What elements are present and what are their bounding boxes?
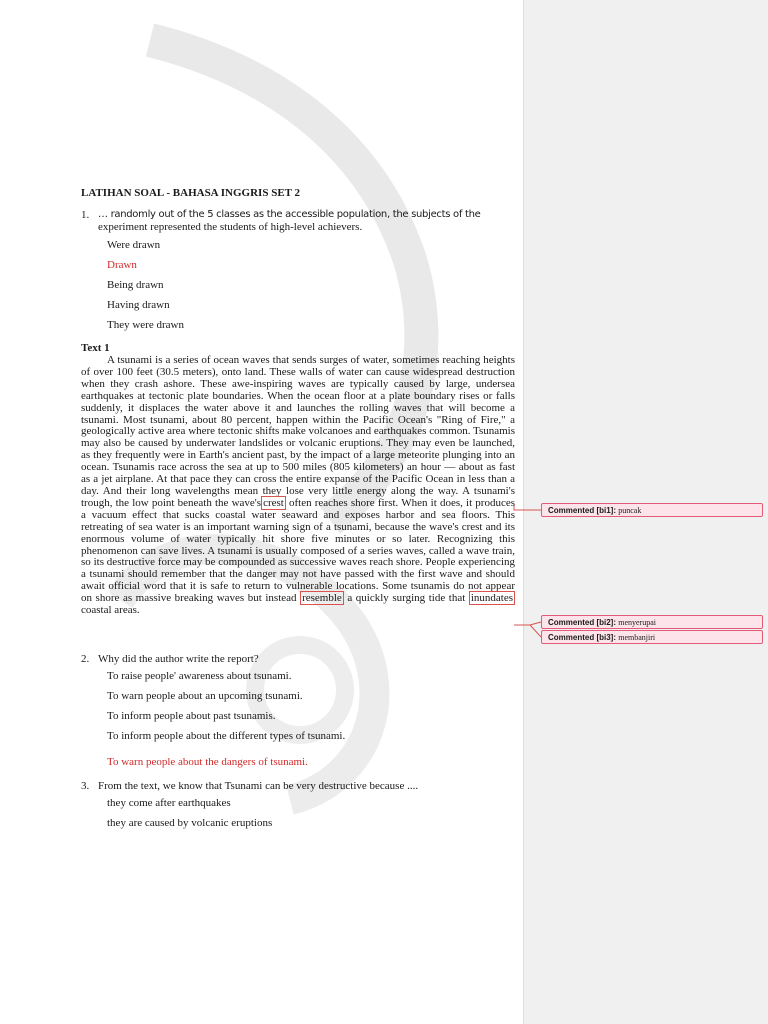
answer-option: they come after earthquakes (107, 797, 231, 809)
comment-bi3[interactable] (541, 630, 763, 644)
highlight-resemble[interactable]: resemble (302, 592, 342, 605)
answer-option: To inform people about past tsunamis. (107, 710, 276, 722)
answer-option-correct: To warn people about the dangers of tsunami. (107, 756, 308, 768)
comment-label: Commented [bi1]: (548, 506, 616, 515)
comment-label: Commented [bi3]: (548, 633, 616, 642)
answer-option-correct: Drawn (107, 259, 137, 271)
comment-bi1[interactable] (541, 503, 763, 517)
answer-option: To warn people about an upcoming tsunami. (107, 690, 303, 702)
question-stem-line: … randomly out of the 5 classes as the accessible population, the subjects of the (98, 209, 481, 220)
passage-text: coastal areas. (81, 604, 140, 617)
question-stem (98, 209, 515, 234)
answer-option: they are caused by volcanic eruptions (107, 817, 273, 829)
question-number: 3. (81, 780, 90, 792)
passage-paragraph (81, 355, 515, 617)
comment-label: Commented [bi2]: (548, 618, 616, 627)
highlight-crest[interactable]: crest (263, 496, 284, 509)
comment-text: puncak (618, 506, 642, 515)
answer-option: To raise people' awareness about tsunami. (107, 670, 292, 682)
answer-option: They were drawn (107, 319, 184, 331)
answer-option: Having drawn (107, 299, 170, 311)
comment-text: membanjiri (618, 633, 656, 642)
passage-text: a quickly surging tide that (343, 592, 469, 605)
comment-bi2[interactable] (541, 615, 763, 629)
question-number: 2. (81, 653, 90, 665)
answer-option: Were drawn (107, 239, 161, 251)
answer-option: Being drawn (107, 279, 164, 291)
passage-text: A tsunami is a series of ocean waves that sends surges of water, sometimes reaching heights of over 100 feet (30.5 meters), onto land. These walls of water can cause widespread destruction when they crash ashore. These awe-inspiring waves are typically caused by large, undersea earthquakes at tectonic plate boundaries. When the ocean floor at a plate boundary rises or falls suddenly, it displaces the water above it and launches the rolling waves that will become a tsunami. Most tsunami, about 80 percent, happen within the Pacific Ocean's "Ring of Fire," a geologically active area where tectonic shifts make volcanoes and earthquakes common. Tsunamis may also be caused by underwater landslides or volcanic eruptions. They may even be launched, as they frequently were in Earth's ancient past, by the impact of a large meteorite plunging into an ocean. Tsunamis race across the sea at up to 500 miles (805 kilometers) an hour — about as fast as a jet airplane. At that pace they can cross the entire expanse of the Pacific Ocean in less than a day. And their long wavelengths mean they lose very little energy along the way. A tsunami's trough, the low point beneath the wave's (81, 354, 515, 509)
document-title: LATIHAN SOAL - BAHASA INGGRIS SET 2 (81, 187, 301, 199)
highlight-inundates[interactable]: inundates (470, 592, 513, 605)
question-stem-line: experiment represented the students of high-level achievers. (98, 221, 363, 234)
answer-option: To inform people about the different types of tsunami. (107, 730, 346, 742)
text-heading: Text 1 (81, 342, 110, 354)
question-stem: Why did the author write the report? (98, 653, 259, 665)
question-number: 1. (81, 209, 90, 221)
comment-text: menyerupai (618, 618, 656, 627)
question-stem: From the text, we know that Tsunami can be very destructive because .... (98, 780, 419, 792)
passage-text: often reaches shore first. When it does, it produces a vacuum effect that sucks coastal water seaward and exposes harbor and sea floors. This retreating of sea water is an important warning sign of a tsunami, because the wave's crest and its enormous volume of water typically hit shore five minutes or so later. Recognizing this phenomenon can save lives. A tsunami is usually composed of a series waves, called a wave train, so its destructive force may be compounded as successive waves reach shore. People experiencing a tsunami should remember that the danger may not have passed with the first wave and should await official word that it is safe to return to vulnerable locations. Some tsunamis do not appear on shore as massive breaking waves but instead (81, 496, 515, 605)
